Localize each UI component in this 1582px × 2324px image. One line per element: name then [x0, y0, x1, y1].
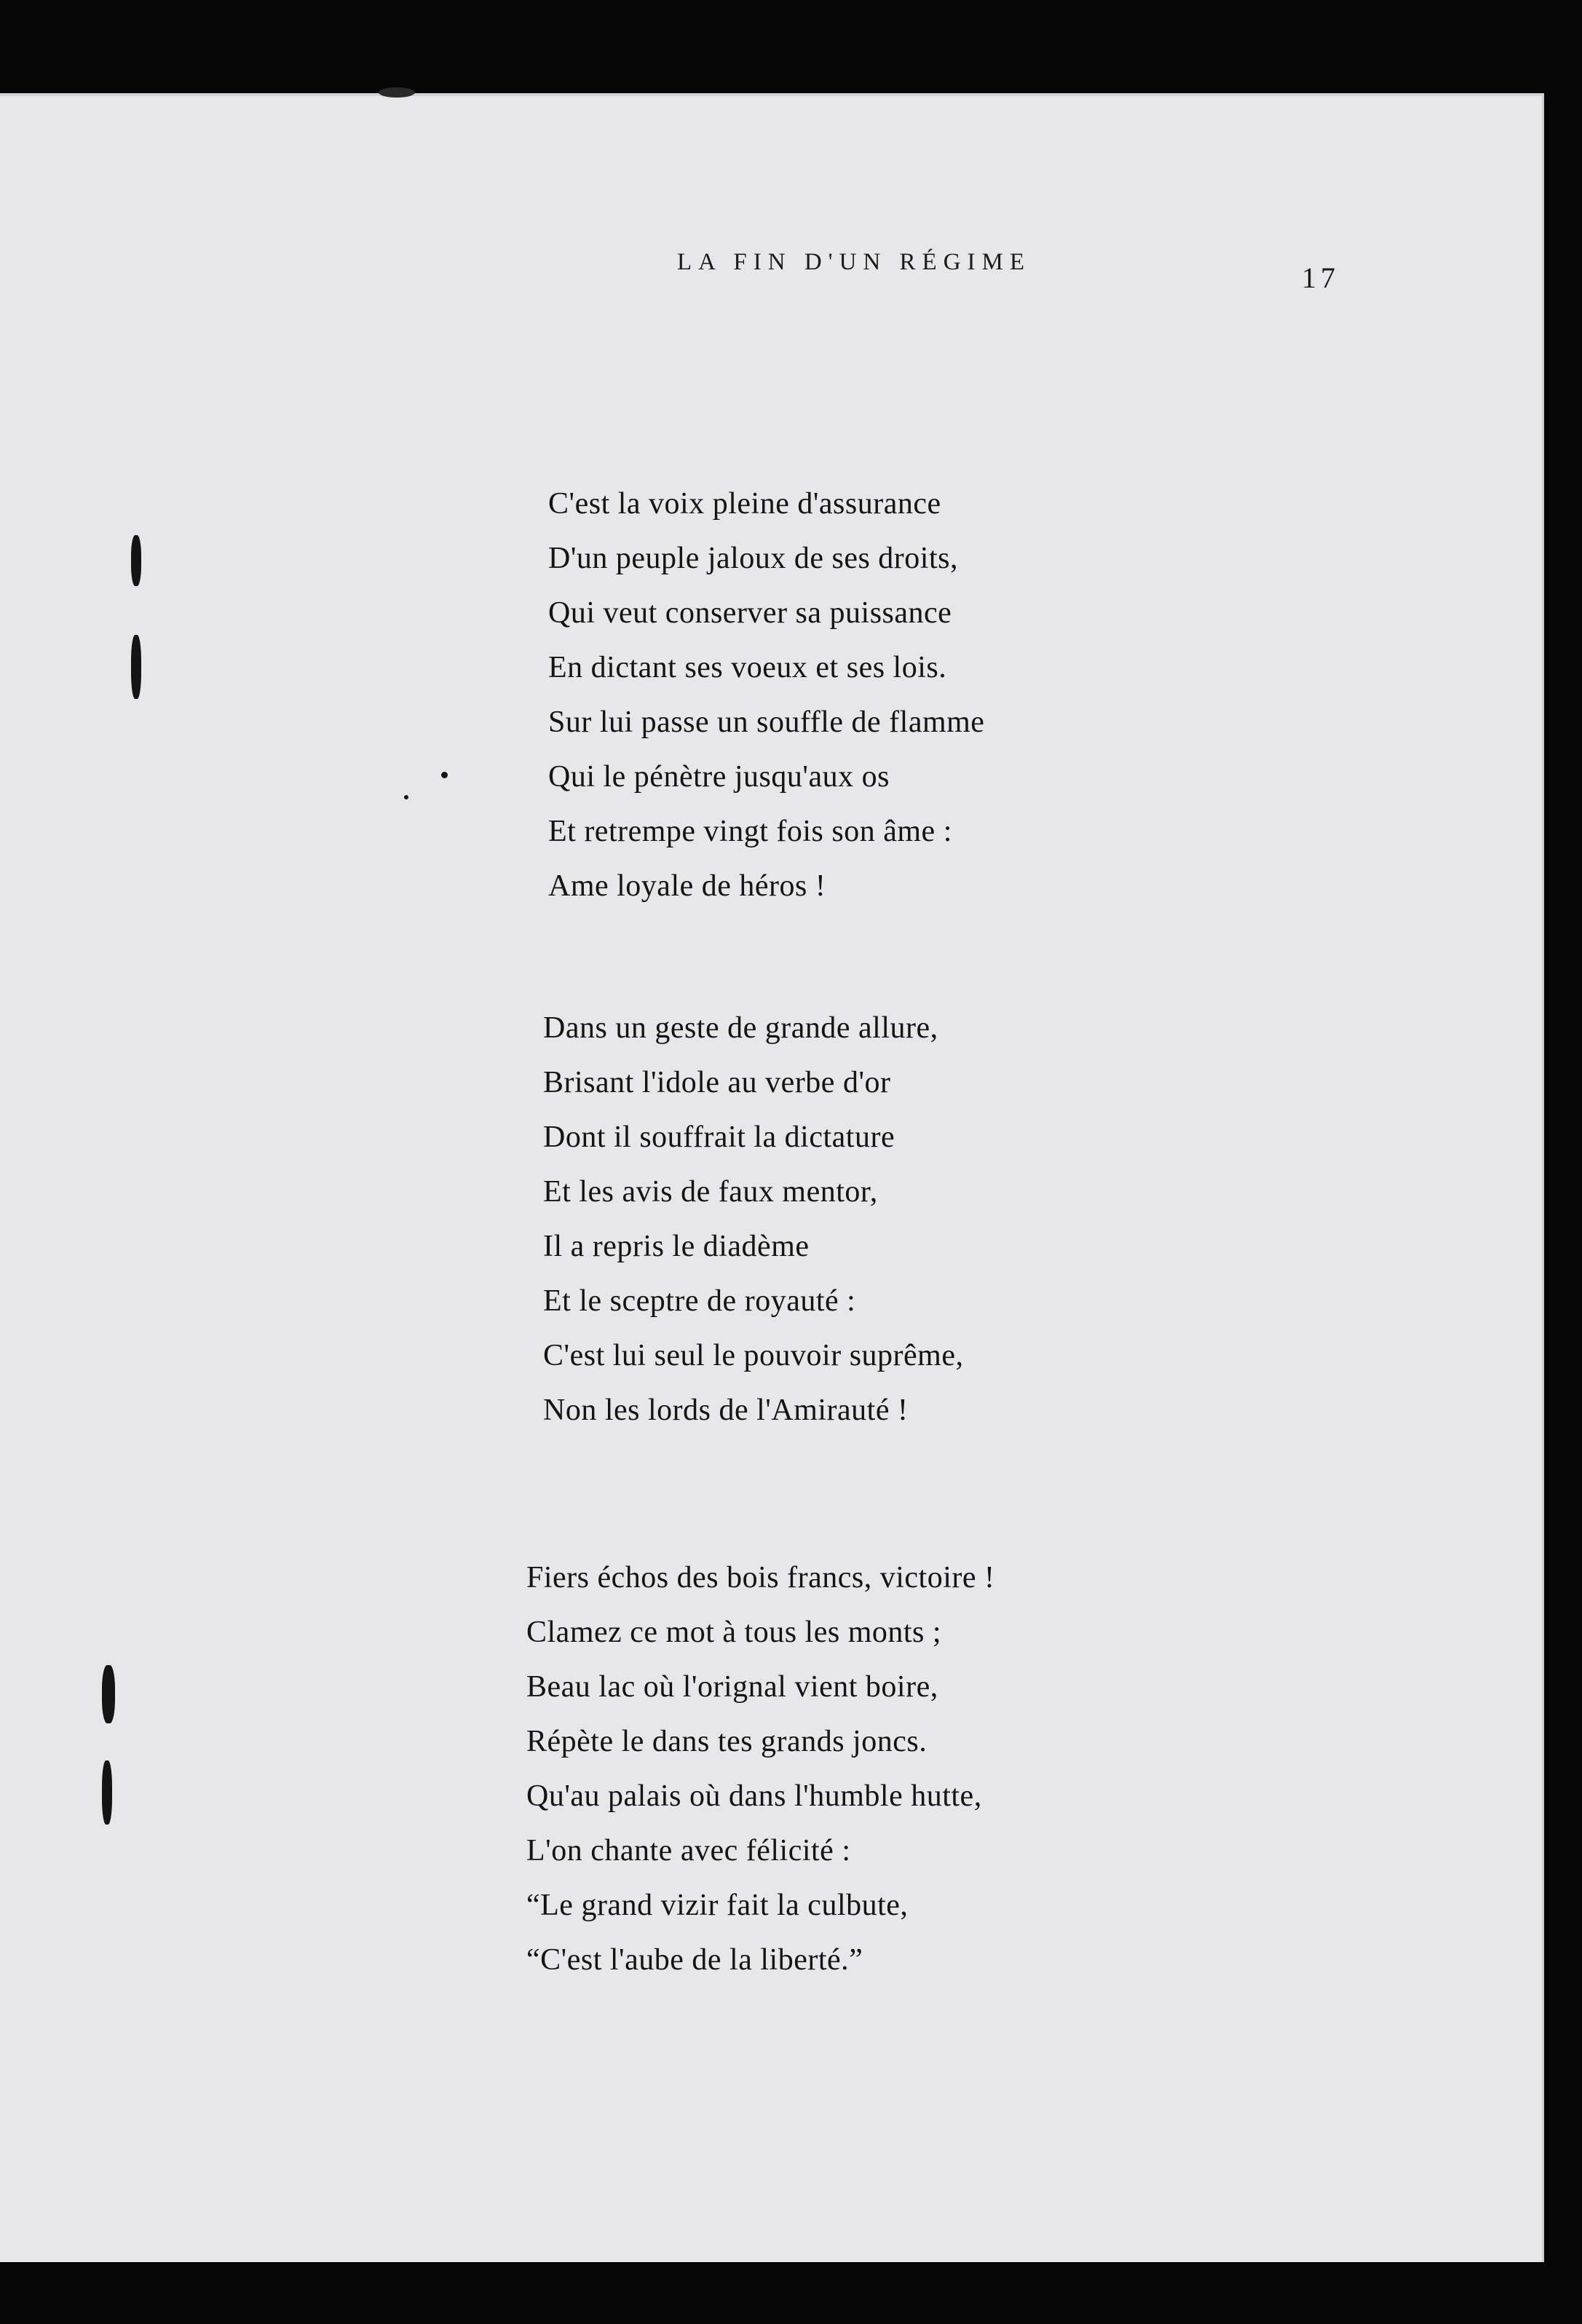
poem-line: Et le sceptre de royauté :: [543, 1284, 856, 1318]
poem-line: C'est la voix pleine d'assurance: [548, 487, 941, 521]
poem-line: Fiers échos des bois francs, victoire !: [526, 1561, 995, 1594]
stanza-2: [543, 1001, 1344, 1438]
poem-line: Sur lui passe un souffle de flamme: [548, 706, 985, 739]
poem-line: Brisant l'idole au verbe d'or: [543, 1066, 891, 1099]
poem-line: Ame loyale de héros !: [548, 869, 826, 903]
poem-line: D'un peuple jaloux de ses droits,: [548, 542, 958, 575]
poem-line: Non les lords de l'Amirauté !: [543, 1394, 909, 1427]
poem-line: Beau lac où l'orignal vient boire,: [526, 1670, 938, 1704]
poem-line: En dictant ses voeux et ses lois.: [548, 651, 947, 684]
margin-ink-mark: [131, 535, 141, 586]
scan-artifact: [379, 87, 415, 98]
poem-line: “Le grand vizir fait la culbute,: [526, 1889, 909, 1922]
poem-line: Dans un geste de grande allure,: [543, 1011, 938, 1045]
poem-line: Dont il souffrait la dictature: [543, 1120, 895, 1154]
poem-line: Clamez ce mot à tous les monts ;: [526, 1616, 942, 1649]
poem-line: Qui le pénètre jusqu'aux os: [548, 760, 890, 794]
page-number: 17: [1302, 261, 1340, 294]
ink-speck: [404, 795, 408, 799]
ink-speck: [441, 772, 448, 778]
margin-ink-mark: [102, 1760, 112, 1825]
poem-line: Qui veut conserver sa puissance: [548, 596, 952, 630]
running-head-title: LA FIN D'UN RÉGIME: [677, 249, 1032, 275]
stanza-1: [548, 477, 1349, 914]
poem-line: “C'est l'aube de la liberté.”: [526, 1943, 863, 1977]
margin-ink-mark: [131, 635, 141, 699]
poem-line: Qu'au palais où dans l'humble hutte,: [526, 1779, 982, 1813]
margin-ink-mark: [102, 1665, 115, 1723]
poem-line: C'est lui seul le pouvoir suprême,: [543, 1339, 964, 1372]
poem-line: Répète le dans tes grands joncs.: [526, 1725, 928, 1758]
poem-line: L'on chante avec félicité :: [526, 1834, 851, 1868]
poem-line: Il a repris le diadème: [543, 1230, 810, 1263]
poem-line: Et les avis de faux mentor,: [543, 1175, 878, 1209]
stanza-3: [526, 1551, 1327, 1988]
poem-line: Et retrempe vingt fois son âme :: [548, 815, 952, 848]
